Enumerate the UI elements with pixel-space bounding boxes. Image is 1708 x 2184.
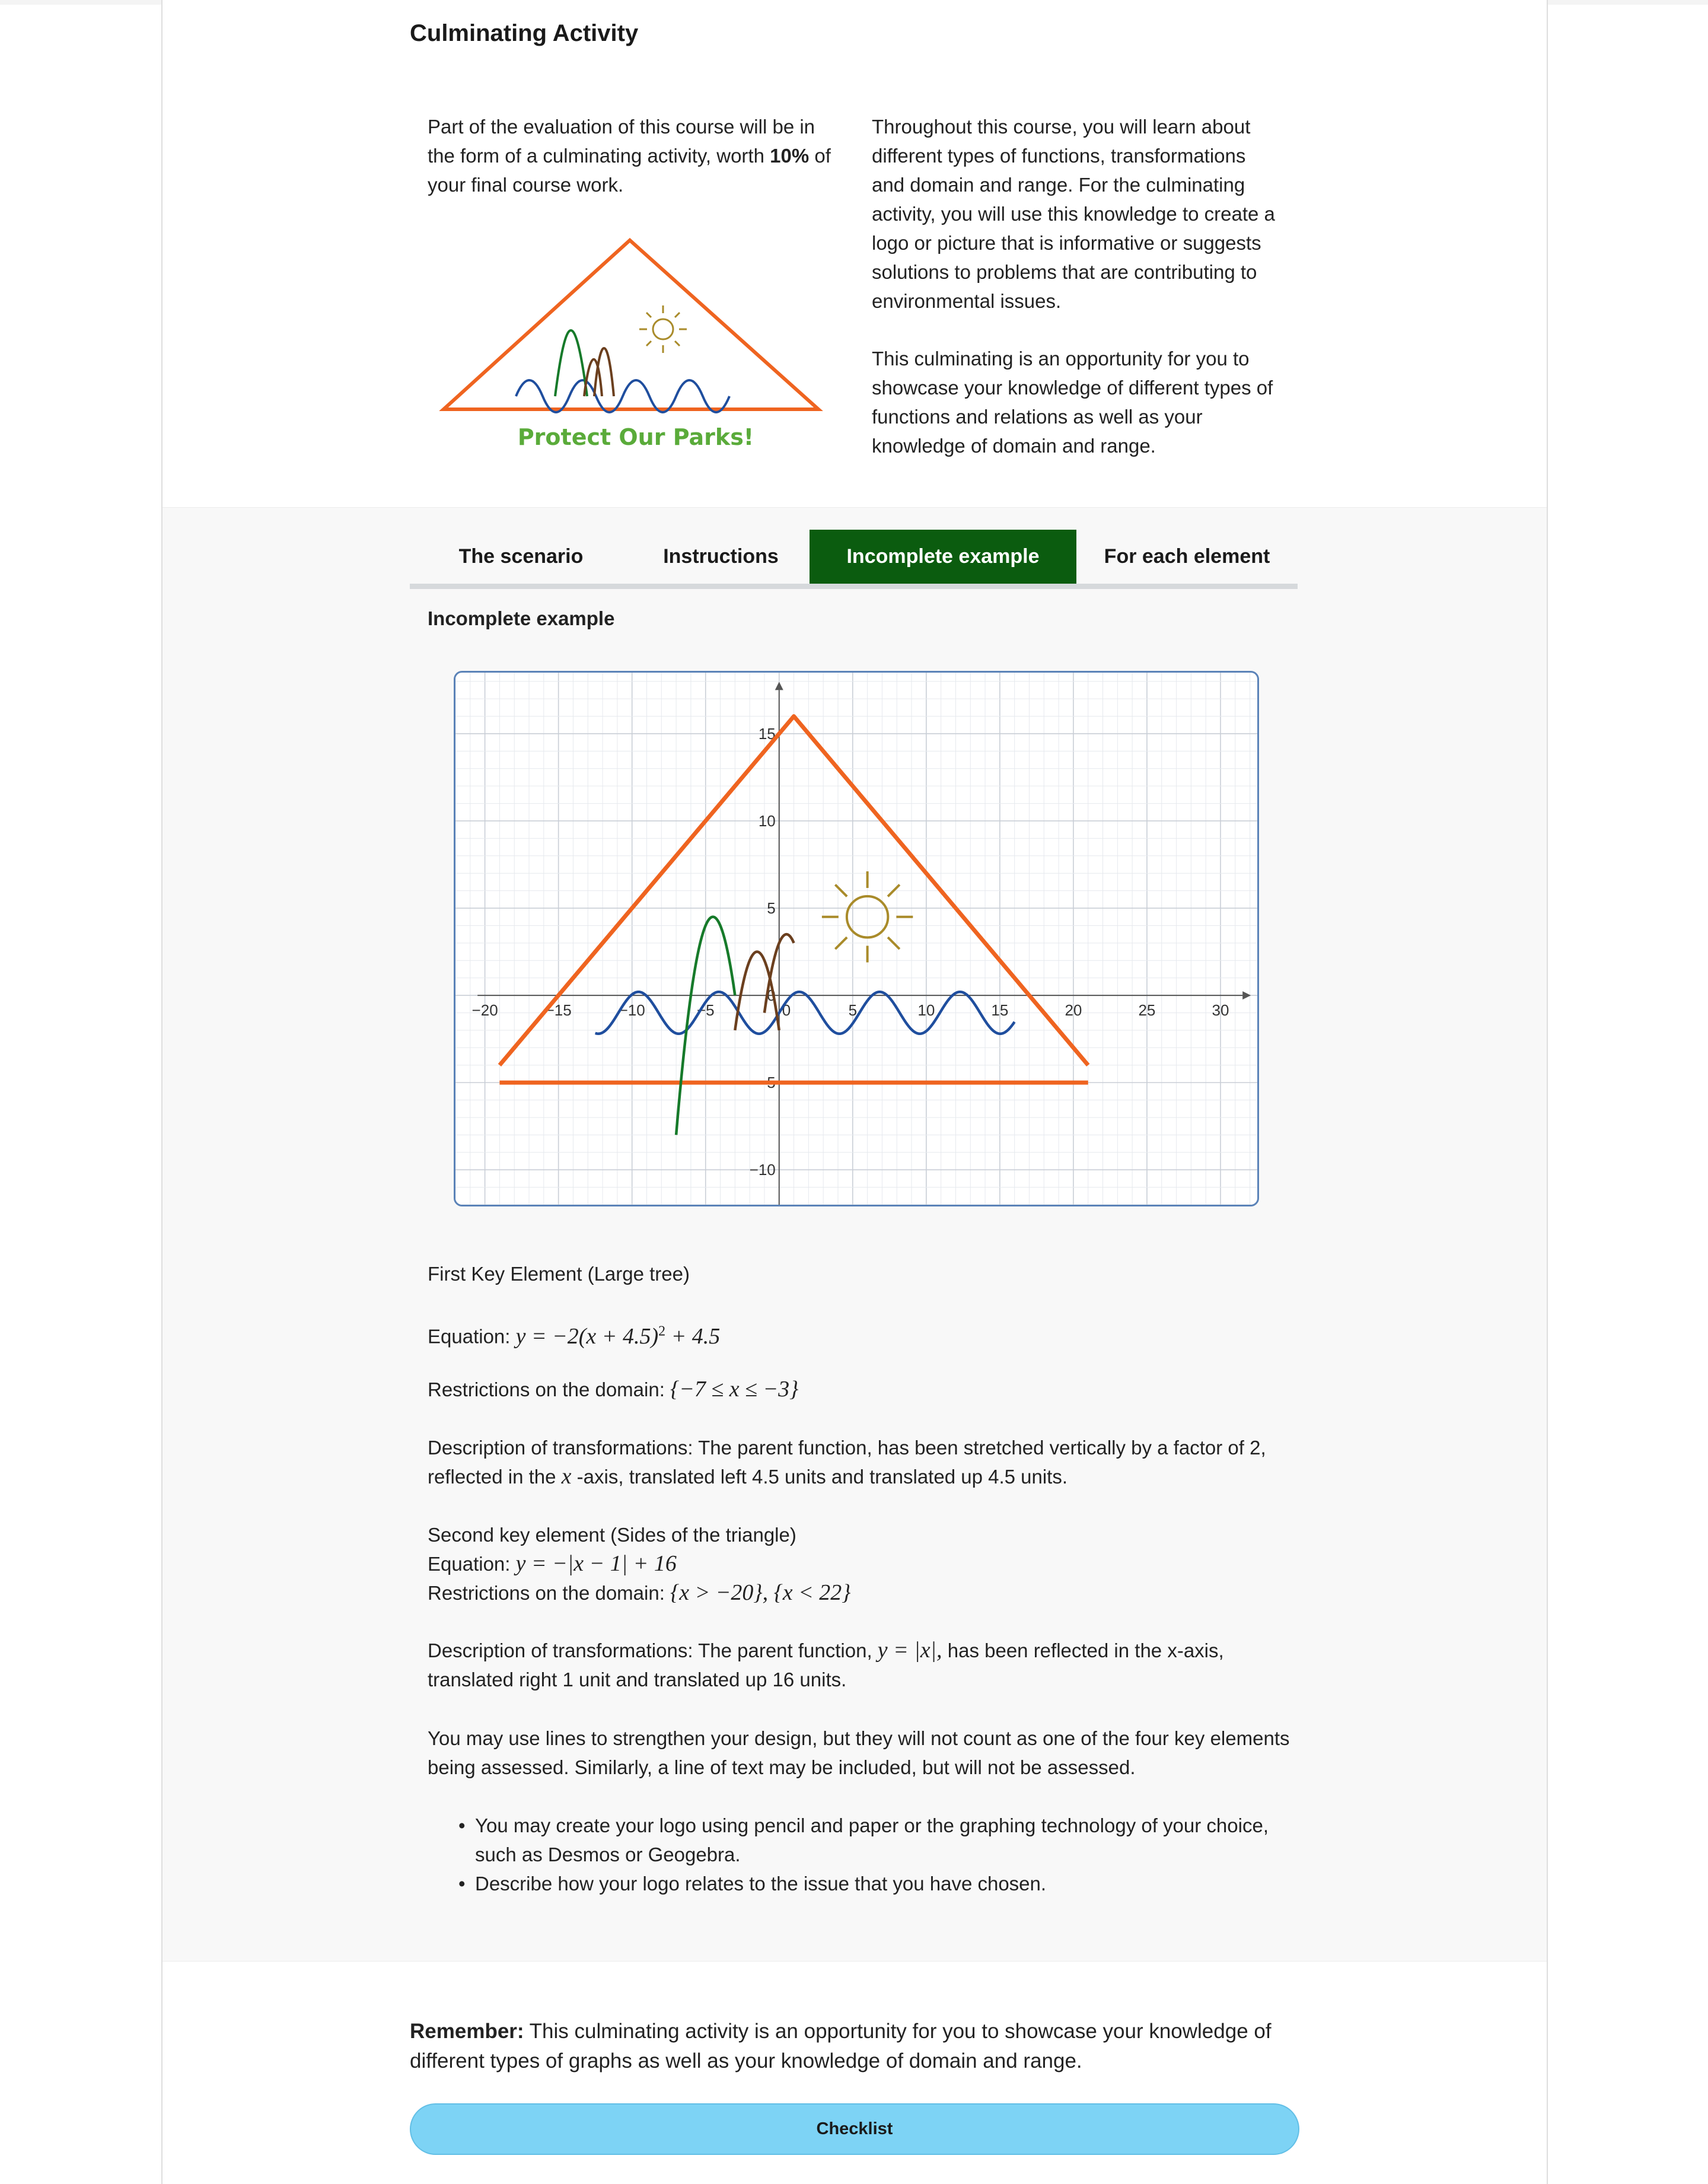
tab-the-scenario[interactable]: The scenario bbox=[458, 545, 584, 568]
tab-underline bbox=[410, 584, 1298, 589]
x-tick-label: −5 bbox=[696, 1001, 715, 1020]
y-tick-label: 10 bbox=[758, 811, 776, 830]
remember-text: This culminating activity is an opportunity for you to showcase your knowledge of different types of graphs as well as your knowledge of domain and range. bbox=[410, 2020, 1272, 2072]
y-tick-label: 15 bbox=[758, 724, 776, 743]
second-key-restriction bbox=[428, 1578, 1293, 1607]
logo-caption: Protect Our Parks! bbox=[517, 424, 754, 450]
list-item: • Describe how your logo relates to the issue that you have chosen. bbox=[428, 1869, 1282, 1898]
x-tick-label: 20 bbox=[1065, 1001, 1082, 1020]
intro-right-p2: This culminating is an opportunity for you to showcase your knowledge of different types of functions and relations as well as your knowledge of domain and range. bbox=[872, 348, 1273, 457]
second-key-description-math: y = |x|, bbox=[877, 1638, 942, 1663]
x-tick-label: 5 bbox=[848, 1001, 858, 1020]
logo-sun bbox=[639, 305, 687, 353]
x-tick-label: 0 bbox=[782, 1001, 791, 1020]
second-key-title: Second key element (Sides of the triangle) bbox=[428, 1524, 796, 1546]
first-key-equation-label: Equation: bbox=[428, 1325, 511, 1348]
first-key-equation-tail: + 4.5 bbox=[665, 1323, 721, 1349]
intro-left-part2: of your final course work. bbox=[428, 145, 831, 196]
second-key-equation bbox=[428, 1549, 1293, 1578]
y-tick-label: 0 bbox=[767, 986, 776, 1005]
intro-left-bold: 10% bbox=[770, 145, 810, 167]
first-key-equation bbox=[428, 1317, 1293, 1351]
first-key-equation-math bbox=[516, 1324, 721, 1349]
intro-left-part1: Part of the evaluation of this course will be in the form of a culminating activity, worth bbox=[428, 116, 815, 167]
first-key-description bbox=[428, 1433, 1293, 1491]
second-key-description-part2: has been reflected in the x-axis, translated right 1 unit and translated up 16 units. bbox=[428, 1639, 1224, 1690]
remember-bold: Remember: bbox=[410, 2020, 524, 2043]
second-key-restriction-label: Restrictions on the domain: bbox=[428, 1582, 665, 1604]
first-key-restriction-label: Restrictions on the domain: bbox=[428, 1378, 665, 1400]
tab-for-each-element[interactable]: For each element bbox=[1104, 545, 1270, 568]
page-title: Culminating Activity bbox=[410, 20, 639, 46]
x-tick-label: −20 bbox=[471, 1001, 498, 1020]
tab-instructions[interactable]: Instructions bbox=[663, 545, 779, 568]
instruction-list bbox=[428, 1811, 1282, 1898]
logo-wave bbox=[516, 380, 729, 412]
y-axis-arrow bbox=[775, 682, 783, 690]
graph-canvas bbox=[455, 673, 1257, 1205]
x-tick-label: −15 bbox=[545, 1001, 572, 1020]
x-tick-label: −10 bbox=[619, 1001, 645, 1020]
lines-note: You may use lines to strengthen your design, but they will not count as one of the four key elements being assessed. Similarly, a line of text may be included, but will not be assessed. bbox=[428, 1727, 1290, 1778]
second-key-equation-math: y = −|x − 1| + 16 bbox=[515, 1551, 677, 1576]
first-key-restriction-math: {−7 ≤ x ≤ −3} bbox=[670, 1377, 799, 1402]
first-key-equation-main: y = −2(x + 4.5) bbox=[515, 1323, 659, 1349]
second-key-description-part1: Description of transformations: The parent function, bbox=[428, 1639, 872, 1661]
logo-small-tree-2 bbox=[594, 348, 614, 396]
first-key-description-part2: -axis, translated left 4.5 units and translated up 4.5 units. bbox=[571, 1466, 1068, 1488]
tab-incomplete-example[interactable]: Incomplete example bbox=[810, 530, 1076, 584]
remember-note bbox=[410, 2017, 1282, 2076]
x-tick-label: 15 bbox=[991, 1001, 1009, 1020]
checklist-button[interactable]: Checklist bbox=[410, 2103, 1299, 2155]
tab-bar bbox=[410, 530, 1298, 589]
logo-large-tree bbox=[555, 330, 587, 396]
y-tick-label: −5 bbox=[758, 1074, 776, 1092]
first-key-title: First Key Element (Large tree) bbox=[428, 1263, 690, 1285]
second-key-description bbox=[428, 1636, 1293, 1694]
x-axis-arrow bbox=[1242, 991, 1251, 999]
first-key-description-var: x bbox=[561, 1464, 572, 1489]
second-key-restriction-math: {x > −20}, {x < 22} bbox=[670, 1580, 851, 1605]
x-tick-label: 25 bbox=[1138, 1001, 1156, 1020]
intro-right-p1: Throughout this course, you will learn about different types of functions, transformations and domain and range. For the culminating activity, you will use this knowledge to create a logo or picture that is informative or suggests solutions to problems that are contributing to environmental issues. bbox=[872, 116, 1275, 312]
logo-image bbox=[439, 237, 824, 457]
x-tick-label: 30 bbox=[1212, 1001, 1229, 1020]
section-heading: Incomplete example bbox=[428, 607, 615, 629]
y-tick-label: −10 bbox=[749, 1161, 776, 1179]
first-key-restriction bbox=[428, 1375, 1293, 1404]
first-key-equation-exponent: 2 bbox=[658, 1323, 666, 1339]
first-key-description-part1: Description of transformations: The parent function, has been stretched vertically by a factor of 2, reflected in the bbox=[428, 1437, 1266, 1488]
second-key-equation-label: Equation: bbox=[428, 1553, 511, 1575]
y-tick-label: 5 bbox=[767, 899, 776, 918]
x-tick-label: 10 bbox=[917, 1001, 935, 1020]
intro-left-text bbox=[428, 112, 843, 199]
list-item: • You may create your logo using pencil and paper or the graphing technology of your choice, such as Desmos or Geogebra. bbox=[428, 1811, 1282, 1869]
function-graph bbox=[454, 671, 1259, 1206]
